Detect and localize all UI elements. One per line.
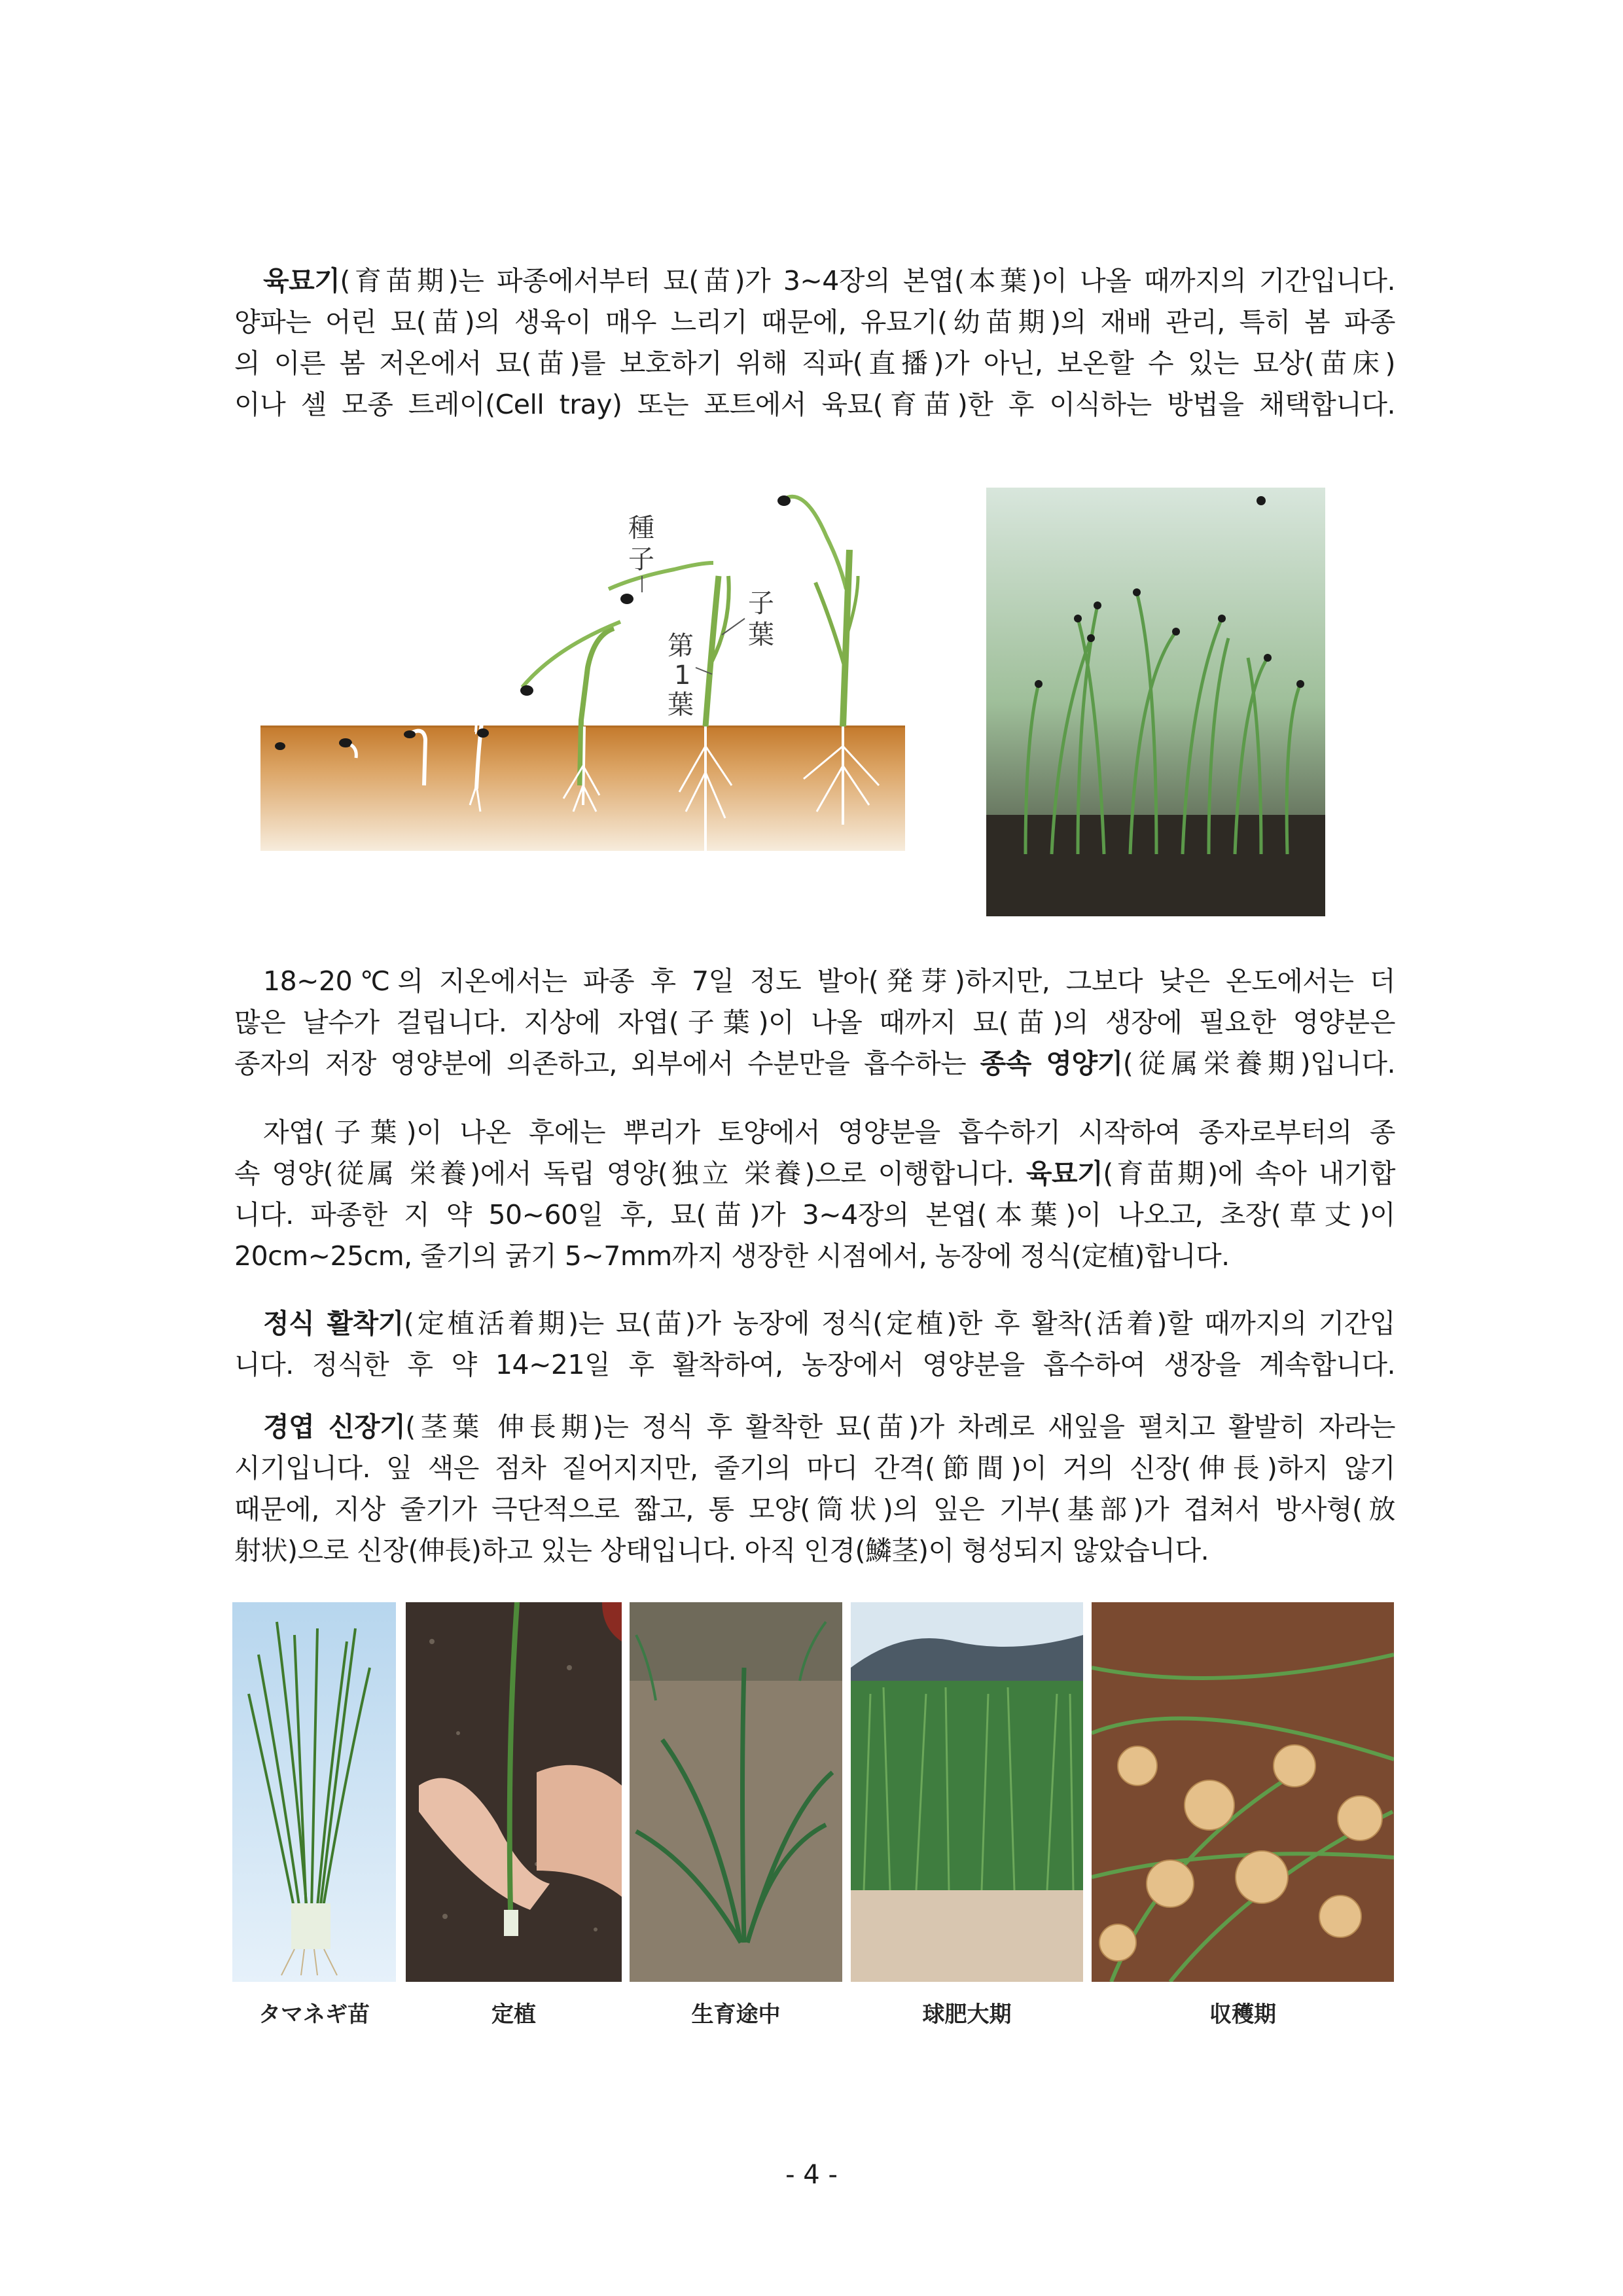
germination-diagram <box>260 471 905 890</box>
para3-line-4: 20cm~25cm, 줄기의 굵기 5~7mm까지 생장한 시점에서, 농장에 정식(定植)합니다. <box>234 1240 1230 1272</box>
label-first-leaf-char-2: 1 <box>674 660 691 691</box>
photo-harvest <box>1092 1602 1394 1982</box>
term-seedling-period-2: 육묘기 <box>1026 1158 1103 1189</box>
paragraph-leaf-elongation <box>234 1407 1395 1571</box>
caption-transplanting: 定植 <box>491 2001 536 2028</box>
paragraph-seedling-period <box>234 260 1395 425</box>
seedling-photo <box>986 488 1325 916</box>
label-cotyledon-char-2: 葉 <box>748 620 774 650</box>
para3-line-2: 속 영양(従属 栄養)에서 독립 영양(独立 栄養)으로 이행합니다. 육묘기(育苗期)에 속아 내기합 <box>234 1158 1395 1189</box>
seed-stage-1 <box>275 742 285 750</box>
para3-line-3: 니다. 파종한 지 약 50~60일 후, 묘(苗)가 3~4장의 본엽(本葉)이 나오고, 초장(草丈)이 <box>234 1199 1395 1230</box>
photo-onion-seedling <box>232 1602 396 1982</box>
label-seed-char-1: 種 <box>628 513 654 543</box>
para4-line-2: 니다. 정식한 후 약 14~21일 후 활착하여, 농장에서 영양분을 흡수하여 생장을 계속합니다. <box>234 1349 1395 1380</box>
term-transplant-rooting: 정식 활착기 <box>263 1308 404 1339</box>
para1-line-4: 이나 셀 모종 트레이(Cell tray) 또는 포트에서 육묘(育苗)한 후 이식하는 방법을 채택합니다. <box>234 389 1395 420</box>
para5-line-4: 射状)으로 신장(伸長)하고 있는 상태입니다. 아직 인경(鱗茎)이 형성되지 않았습니다. <box>234 1535 1209 1566</box>
paragraph-germination <box>234 961 1395 1085</box>
para1-line-1: 육묘기(育苗期)는 파종에서부터 묘(苗)가 3~4장의 본엽(本葉)이 나올 때까지의 기간입니다. <box>263 265 1395 296</box>
para1-line-2: 양파는 어린 묘(苗)의 생육이 매우 느리기 때문에, 유묘기(幼苗期)의 재배 관리, 특히 봄 파종 <box>234 306 1395 338</box>
paragraph-independent-nutrition <box>234 1112 1395 1277</box>
label-first-leaf-char-3: 葉 <box>668 690 694 720</box>
caption-bulb-enlargement: 球肥大期 <box>922 2001 1012 2028</box>
term-heterotrophic-period: 종속 영양기 <box>980 1048 1123 1079</box>
label-cotyledon-char-1: 子 <box>748 588 774 619</box>
term-seedling-period: 육묘기 <box>263 265 340 296</box>
label-seed-char-2: 子 <box>628 545 654 575</box>
para2-line-3: 종자의 저장 영양분에 의존하고, 외부에서 수분만을 흡수하는 종속 영양기(従属栄養期)입니다. <box>234 1048 1395 1079</box>
label-first-leaf-char-1: 第 <box>668 631 694 661</box>
photo-transplanting <box>406 1602 622 1982</box>
para1-line-3: 의 이른 봄 저온에서 묘(苗)를 보호하기 위해 직파(直播)가 아닌, 보온할 수 있는 묘상(苗床) <box>234 348 1395 379</box>
para5-line-2: 시기입니다. 잎 색은 점차 짙어지지만, 줄기의 마디 간격(節間)이 거의 신장(伸長)하지 않기 <box>234 1452 1395 1484</box>
caption-harvest: 収穫期 <box>1209 2001 1276 2028</box>
term-leaf-elongation: 경엽 신장기 <box>263 1411 406 1443</box>
para5-line-1: 경엽 신장기(茎葉 伸長期)는 정식 후 활착한 묘(苗)가 차례로 새잎을 펼치고 활발히 자라는 <box>263 1411 1395 1443</box>
photo-bulb-enlargement <box>851 1602 1083 1982</box>
page-number: - 4 - <box>785 2160 838 2190</box>
para2-line-2: 많은 날수가 걸립니다. 지상에 자엽(子葉)이 나올 때까지 묘(苗)의 생장에 필요한 영양분은 <box>234 1007 1395 1038</box>
caption-mid-growth: 生育途中 <box>691 2001 781 2028</box>
caption-onion-seedling: タマネギ苗 <box>259 2001 370 2028</box>
para2-line-1: 18~20℃의 지온에서는 파종 후 7일 정도 발아(発芽)하지만, 그보다 낮은 온도에서는 더 <box>263 965 1395 997</box>
para4-line-1: 정식 활착기(定植活着期)는 묘(苗)가 농장에 정식(定植)한 후 활착(活着)할 때까지의 기간입 <box>263 1308 1395 1339</box>
para5-line-3: 때문에, 지상 줄기가 극단적으로 짧고, 통 모양(筒状)의 잎은 기부(基部)가 겹쳐서 방사형(放 <box>234 1494 1395 1525</box>
photo-mid-growth <box>630 1602 842 1982</box>
paragraph-transplant-rooting <box>234 1303 1395 1386</box>
para3-line-1: 자엽(子葉)이 나온 후에는 뿌리가 토양에서 영양분을 흡수하기 시작하여 종자로부터의 종 <box>263 1117 1395 1148</box>
